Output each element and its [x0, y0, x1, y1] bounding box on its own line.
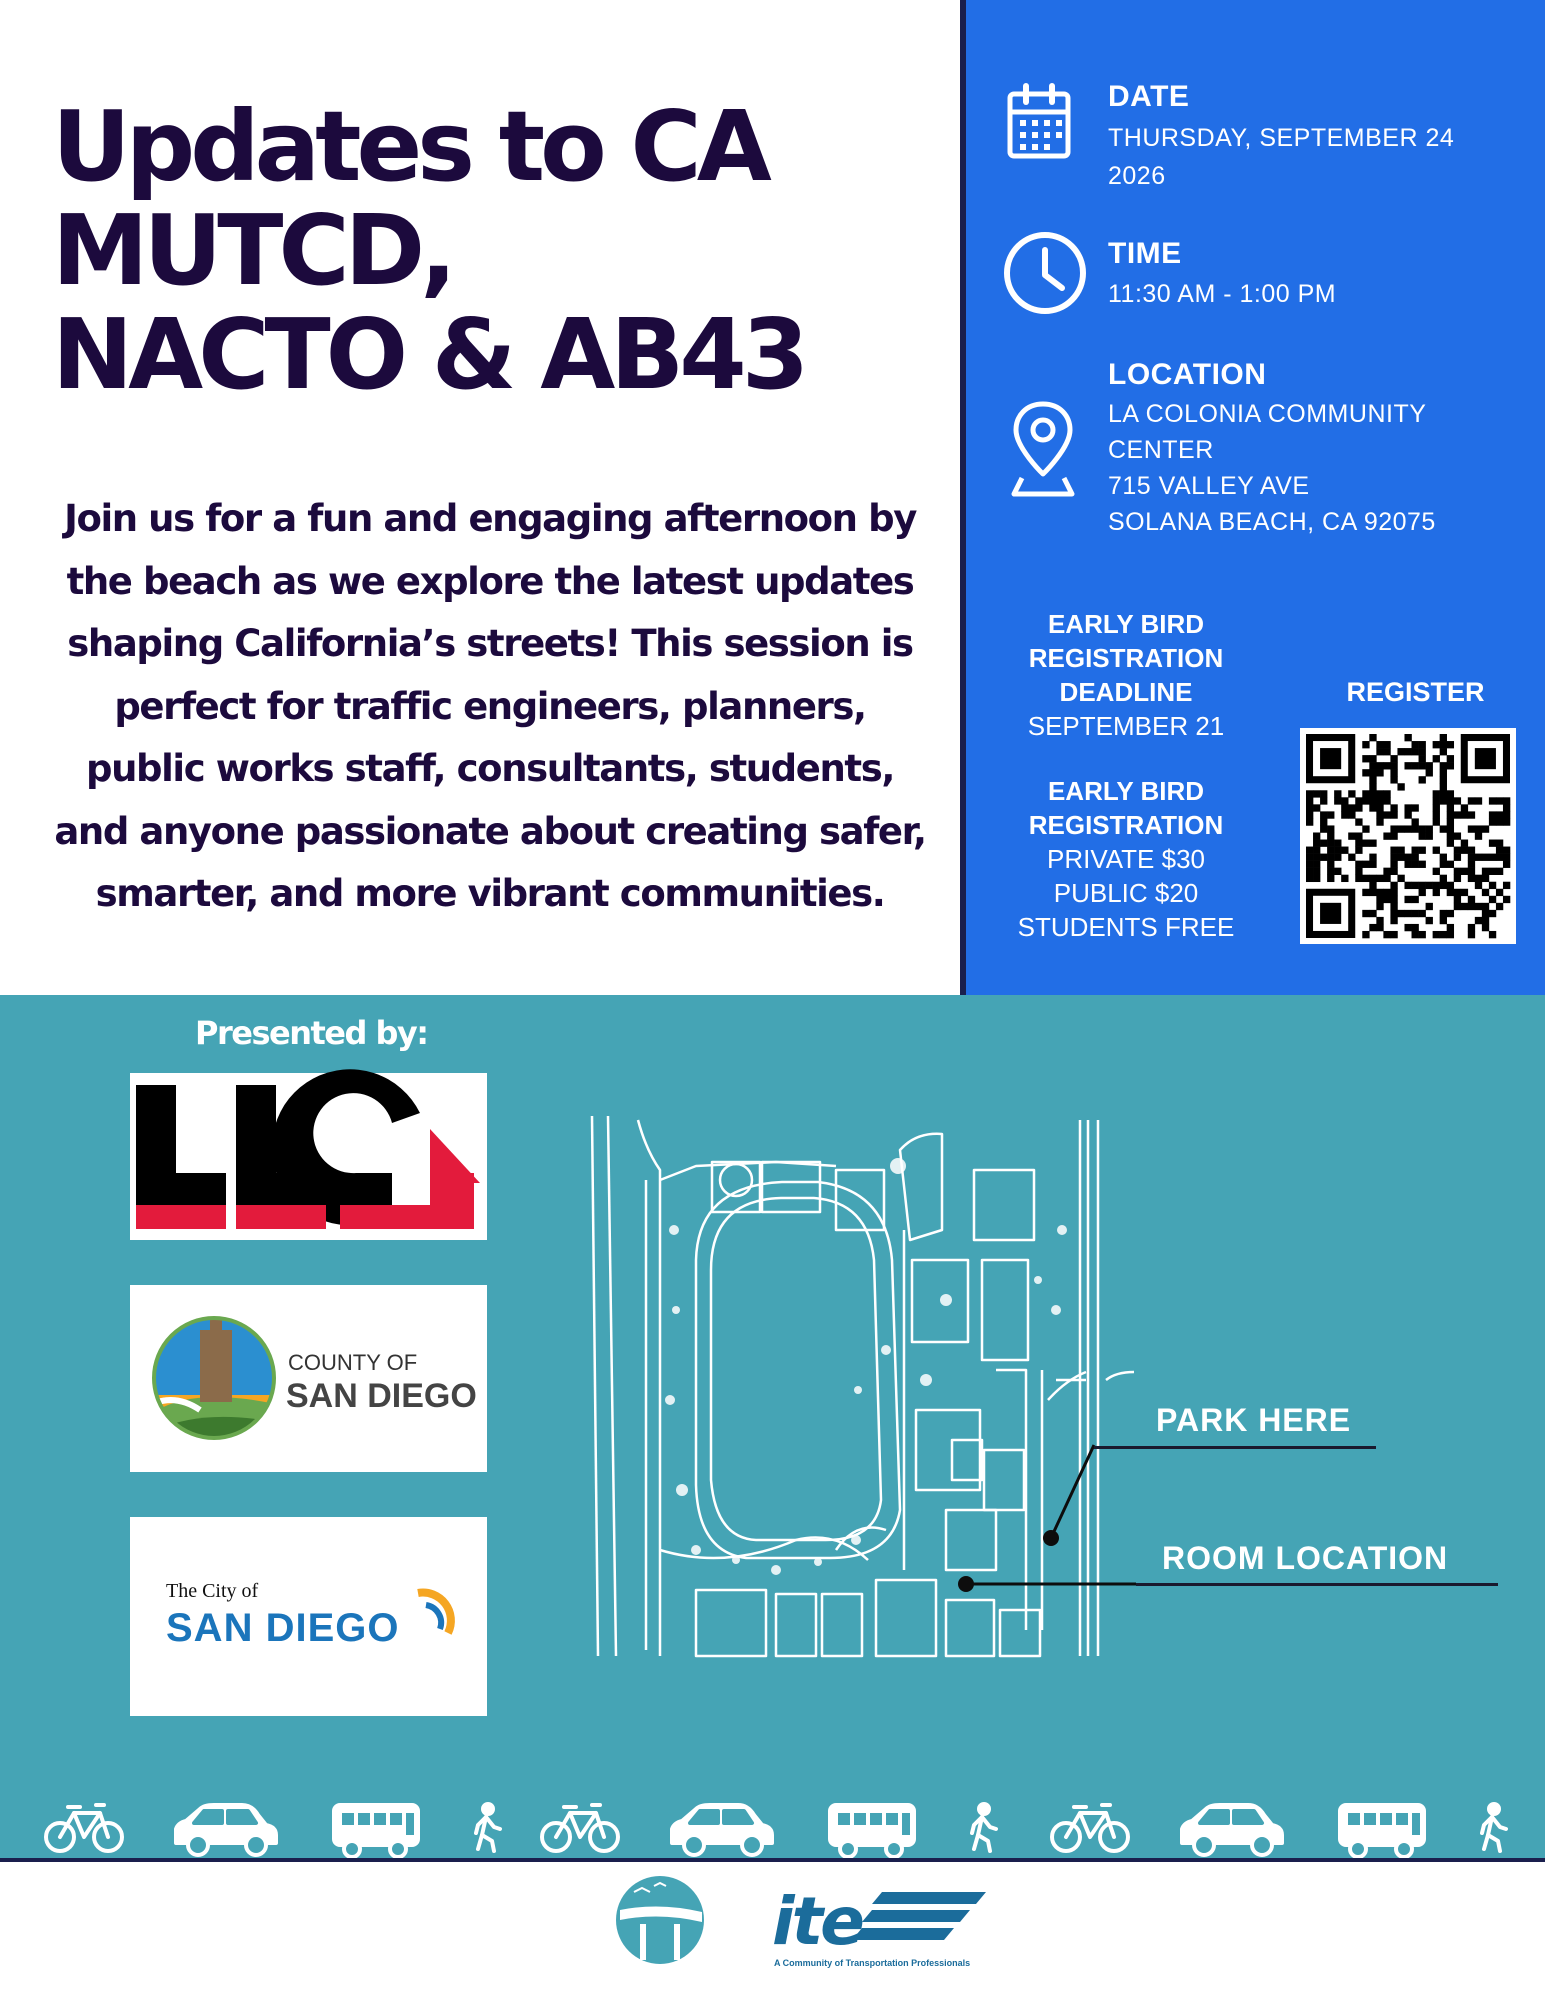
location-pin-icon	[1008, 398, 1078, 498]
early-bird-deadline-heading: EARLY BIRD	[1047, 609, 1205, 639]
bus-icon	[830, 1805, 914, 1857]
transport-icon-strip	[0, 1795, 1545, 1855]
register-label: REGISTER	[1346, 677, 1485, 707]
llg-logo	[130, 1073, 487, 1240]
location-line: 715 VALLEY AVE	[1108, 472, 1310, 500]
footer	[0, 1862, 1545, 1999]
pedestrian-icon	[1482, 1804, 1506, 1851]
bicycle-icon	[46, 1805, 122, 1851]
ite-speed-lines-icon	[852, 1892, 986, 1940]
site-map	[586, 1110, 1136, 1662]
city-logo-text-top: The City of	[166, 1580, 259, 1602]
early-bird-deadline-date: SEPTEMBER 21	[1027, 711, 1225, 741]
pedestrian-icon	[476, 1804, 500, 1851]
ite-wordmark: ite	[772, 1883, 862, 1960]
county-logo-text-top: COUNTY OF	[288, 1350, 418, 1375]
early-bird-pricing-heading: EARLY BIRD	[1047, 776, 1205, 806]
bicycle-icon	[542, 1805, 618, 1851]
time-value: 11:30 AM - 1:00 PM	[1108, 280, 1337, 308]
calendar-icon	[1006, 82, 1072, 172]
pedestrian-icon	[972, 1804, 996, 1851]
car-icon	[1182, 1805, 1282, 1855]
event-description: Join us for a fun and engaging afternoon by the beach as we explore the latest updates shaping California’s streets! This session is perfect for traffic engineers, planners, public works staff, consultants, students, and anyone passionate about creating safer, smarter, and more vibrant communities.	[54, 497, 926, 915]
price-private: PRIVATE $30	[1047, 844, 1205, 874]
bicycle-icon	[1052, 1805, 1128, 1851]
event-info-panel	[960, 0, 1545, 995]
ite-san-diego-section-logo	[616, 1876, 704, 1964]
room-location-leader-line	[1136, 1583, 1498, 1586]
date-value-line2: 2026	[1108, 162, 1166, 190]
county-logo-text-bottom: SAN DIEGO	[286, 1377, 477, 1415]
location-label: LOCATION	[1108, 358, 1267, 391]
city-of-san-diego-logo	[130, 1517, 487, 1716]
bus-icon	[334, 1805, 418, 1857]
location-line: SOLANA BEACH, CA 92075	[1108, 508, 1436, 536]
presented-by-label: Presented by:	[195, 1014, 428, 1052]
car-icon	[176, 1805, 276, 1855]
date-label: DATE	[1108, 80, 1190, 113]
location-line: CENTER	[1108, 436, 1214, 464]
city-logo-text-bottom: SAN DIEGO	[166, 1606, 400, 1650]
county-of-san-diego-logo	[130, 1285, 487, 1472]
register-qr-code[interactable]	[1300, 728, 1516, 944]
park-here-leader-line	[1094, 1446, 1376, 1449]
ite-tagline: A Community of Transportation Professionals	[774, 1958, 971, 1968]
car-icon	[672, 1805, 772, 1855]
early-bird-deadline-heading: REGISTRATION	[1028, 643, 1224, 673]
bus-icon	[1340, 1805, 1424, 1857]
clock-icon	[1002, 230, 1088, 316]
time-label: TIME	[1108, 237, 1182, 270]
date-value-line1: THURSDAY, SEPTEMBER 24	[1108, 124, 1455, 152]
price-students: STUDENTS FREE	[1017, 912, 1235, 942]
price-public: PUBLIC $20	[1053, 878, 1199, 908]
early-bird-pricing-heading: REGISTRATION	[1028, 810, 1224, 840]
event-title: Updates to CA MUTCD, NACTO & AB43	[52, 90, 805, 411]
early-bird-deadline	[1016, 607, 1236, 743]
early-bird-pricing	[1016, 774, 1236, 944]
early-bird-deadline-heading: DEADLINE	[1059, 677, 1193, 707]
park-here-label: PARK HERE	[1156, 1402, 1352, 1438]
room-location-label: ROOM LOCATION	[1162, 1540, 1449, 1576]
location-line: LA COLONIA COMMUNITY	[1108, 400, 1427, 428]
